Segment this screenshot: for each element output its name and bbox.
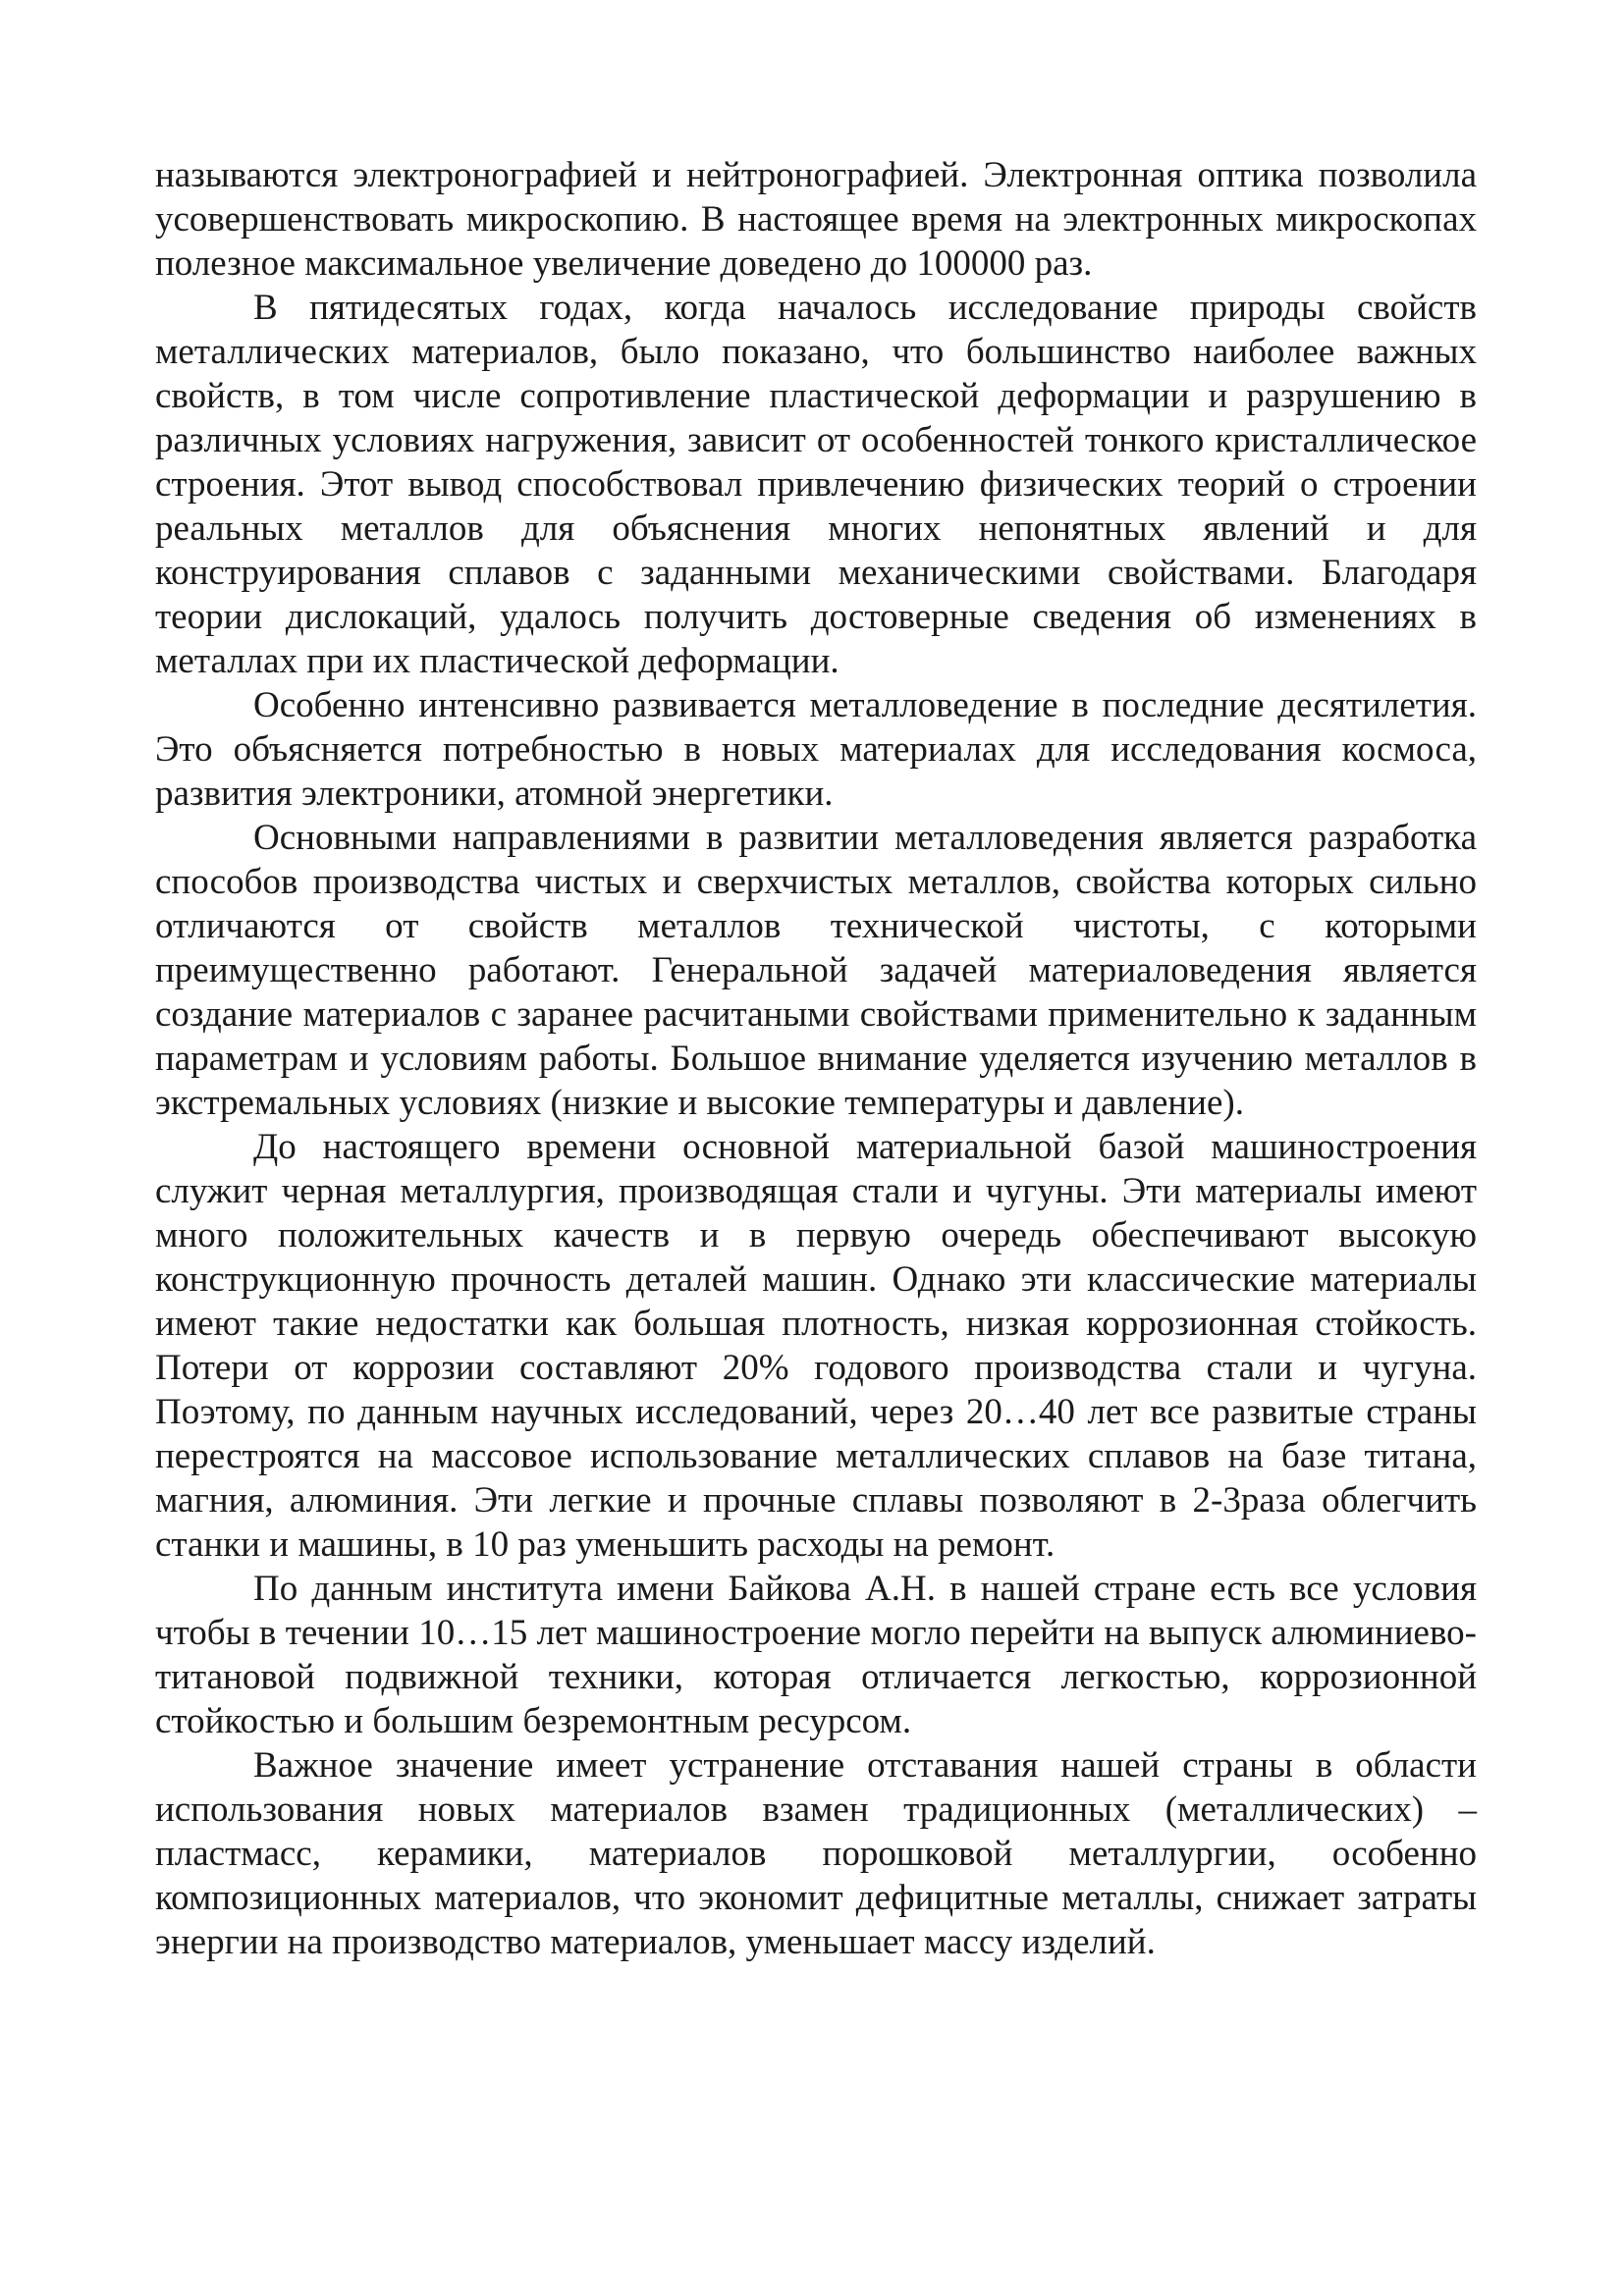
paragraph-new-materials: Важное значение имеет устранение отставания нашей страны в области использования новых материалов взамен традиционных (металлических) – пластмасс, керамики, материалов порошковой металлургии, особенно композиционных материалов, что экономит дефицитные металлы, снижает затраты энергии на производство материалов, уменьшает массу изделий. [155,1745,1477,1962]
document-page [155,153,1477,1964]
paragraph-fifties-research: В пятидесятых годах, когда началось исследование природы свойств металлических материалов, было показано, что большинство наиболее важных свойств, в том числе сопротивление пластической деформации и разрушению в различных условиях нагружения, зависит от особенностей тонкого кристаллическое строения. Этот вывод способствовал привлечению физических теорий о строении реальных металлов для объяснения многих непонятных явлений и для конструирования сплавов с заданными механическими свойствами. Благодаря теории дислокаций, удалось получить достоверные сведения об изменениях в металлах при их пластической деформации. [155,288,1477,681]
paragraph-ferrous-metallurgy: До настоящего времени основной материальной базой машиностроения служит черная металлургия, производящая стали и чугуны. Эти материалы имеют много положительных качеств и в первую очередь обеспечивают высокую конструкционную прочность деталей машин. Однако эти классические материалы имеют такие недостатки как большая плотность, низкая коррозионная стойкость. Потери от коррозии составляют 20% годового производства стали и чугуна. Поэтому, по данным научных исследований, через 20…40 лет все развитые страны перестроятся на массовое использование металлических сплавов на базе титана, магния, алюминия. Эти легкие и прочные сплавы позволяют в 2-3раза облегчить станки и машины, в 10 раз уменьшить расходы на ремонт. [155,1127,1477,1565]
paragraph-continuation: называются электронографией и нейтронографией. Электронная оптика позволила усовершенствовать микроскопию. В настоящее время на электронных микроскопах полезное максимальное увеличение доведено до 100000 раз. [155,155,1477,284]
paragraph-recent-decades: Особенно интенсивно развивается металловедение в последние десятилетия. Это объясняется потребностью в новых материалах для исследования космоса, развития электроники, атомной энергетики. [155,685,1477,814]
paragraph-baikov-institute: По данным института имени Байкова А.Н. в нашей стране есть все условия чтобы в течении 10…15 лет машиностроение могло перейти на выпуск алюминиево-титановой подвижной техники, которая отличается легкостью, коррозионной стойкостью и большим безремонтным ресурсом. [155,1569,1477,1741]
paragraph-main-directions: Основными направлениями в развитии металловедения является разработка способов производства чистых и сверхчистых металлов, свойства которых сильно отличаются от свойств металлов технической чистоты, с которыми преимущественно работают. Генеральной задачей материаловедения является создание материалов с заранее расчитаными свойствами применительно к заданным параметрам и условиям работы. Большое внимание уделяется изучению металлов в экстремальных условиях (низкие и высокие температуры и давление). [155,818,1477,1123]
